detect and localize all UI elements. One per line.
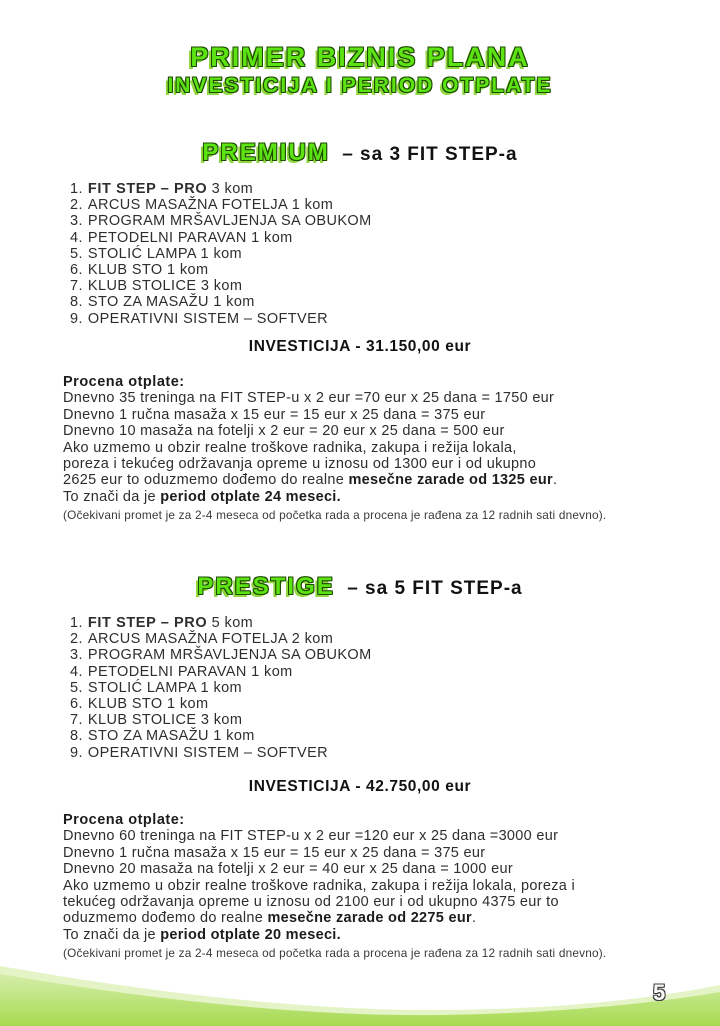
list-item: 9. OPERATIVNI SISTEM – SOFTVER: [70, 310, 329, 327]
investment-total-prestige: INVESTICIJA - 42.750,00 eur: [248, 778, 472, 795]
section-heading-premium: [0, 139, 720, 167]
list-item: 2. ARCUS MASAŽNA FOTELJA 1 kom: [70, 197, 334, 214]
list-item: 4. PETODELNI PARAVAN 1 kom: [70, 663, 293, 680]
bottom-wave-decoration: [0, 926, 720, 1026]
calc-line: tekućeg održavanja opreme u iznosu od 2100 eur i od ukupno 4375 eur to: [63, 894, 559, 911]
section-name-premium: PREMIUM: [202, 139, 330, 166]
page-number: 5: [653, 980, 667, 1005]
estimate-footnote: (Očekivani promet je za 2-4 meseca od početka rada a procena je rađena za 12 radnih sati dnevno).: [63, 508, 607, 523]
page-title-line1: PRIMER BIZNIS PLANA: [190, 42, 530, 72]
calc-line: 2625 eur to oduzmemo dođemo do realne mesečne zarade od 1325 eur.: [63, 472, 558, 489]
calc-line: Dnevno 1 ručna masaža x 15 eur = 15 eur x 25 dana = 375 eur: [63, 406, 486, 423]
calc-line: Ako uzmemo u obzir realne troškove radnika, zakupa i režija lokala,: [63, 439, 517, 456]
list-item: 1. FIT STEP – PRO 5 kom: [70, 615, 254, 631]
list-item: 1. FIT STEP – PRO 3 kom: [70, 181, 254, 197]
calc-line: To znači da je period otplate 24 meseci.: [63, 488, 341, 505]
list-item: 3. PROGRAM MRŠAVLJENJA SA OBUKOM: [70, 647, 372, 664]
section-suffix-prestige: – sa 5 FIT STEP-a: [347, 578, 523, 599]
section-suffix-premium: – sa 3 FIT STEP-a: [342, 144, 518, 165]
page-title-block: [0, 42, 720, 98]
equipment-list-premium: [70, 181, 372, 327]
list-item: 4. PETODELNI PARAVAN 1 kom: [70, 229, 293, 246]
calc-line: Ako uzmemo u obzir realne troškove radnika, zakupa i režija lokala, poreza i: [63, 877, 576, 894]
list-item: 7. KLUB STOLICE 3 kom: [70, 278, 243, 295]
calc-line: To znači da je period otplate 20 meseci.: [63, 926, 341, 943]
list-item: 6. KLUB STO 1 kom: [70, 262, 209, 279]
estimate-label: Procena otplate:: [63, 812, 185, 828]
calc-line: Dnevno 20 masaža na fotelji x 2 eur = 40 eur x 25 dana = 1000 eur: [63, 861, 513, 878]
list-item: 8. STO ZA MASAŽU 1 kom: [70, 294, 255, 311]
calc-line: Dnevno 35 treninga na FIT STEP-u x 2 eur =70 eur x 25 dana = 1750 eur: [63, 390, 555, 407]
calc-line: Dnevno 60 treninga na FIT STEP-u x 2 eur =120 eur x 25 dana =3000 eur: [63, 828, 559, 845]
list-item: 7. KLUB STOLICE 3 kom: [70, 712, 243, 729]
estimate-label: Procena otplate:: [63, 374, 185, 390]
list-item: 5. STOLIĆ LAMPA 1 kom: [70, 679, 243, 696]
list-item: 6. KLUB STO 1 kom: [70, 696, 209, 713]
investment-total-premium: INVESTICIJA - 31.150,00 eur: [248, 338, 472, 355]
estimate-footnote: (Očekivani promet je za 2-4 meseca od početka rada a procena je rađena za 12 radnih sati dnevno).: [63, 946, 607, 961]
calc-line: Dnevno 10 masaža na fotelji x 2 eur = 20 eur x 25 dana = 500 eur: [63, 423, 505, 440]
list-item: 9. OPERATIVNI SISTEM – SOFTVER: [70, 744, 329, 761]
calc-line: Dnevno 1 ručna masaža x 15 eur = 15 eur x 25 dana = 375 eur: [63, 844, 486, 861]
calc-line: oduzmemo dođemo do realne mesečne zarade od 2275 eur.: [63, 910, 477, 927]
list-item: 8. STO ZA MASAŽU 1 kom: [70, 728, 255, 745]
page-title-line2: INVESTICIJA I PERIOD OTPLATE: [167, 74, 553, 97]
section-heading-prestige: [0, 573, 720, 601]
calc-line: poreza i tekućeg održavanja opreme u iznosu od 1300 eur i od ukupno: [63, 456, 537, 473]
list-item: 3. PROGRAM MRŠAVLJENJA SA OBUKOM: [70, 213, 372, 230]
list-item: 5. STOLIĆ LAMPA 1 kom: [70, 245, 243, 262]
equipment-list-prestige: [70, 615, 372, 761]
payback-estimate-premium: [63, 374, 690, 522]
section-name-prestige: PRESTIGE: [197, 573, 335, 600]
list-item: 2. ARCUS MASAŽNA FOTELJA 2 kom: [70, 631, 334, 648]
